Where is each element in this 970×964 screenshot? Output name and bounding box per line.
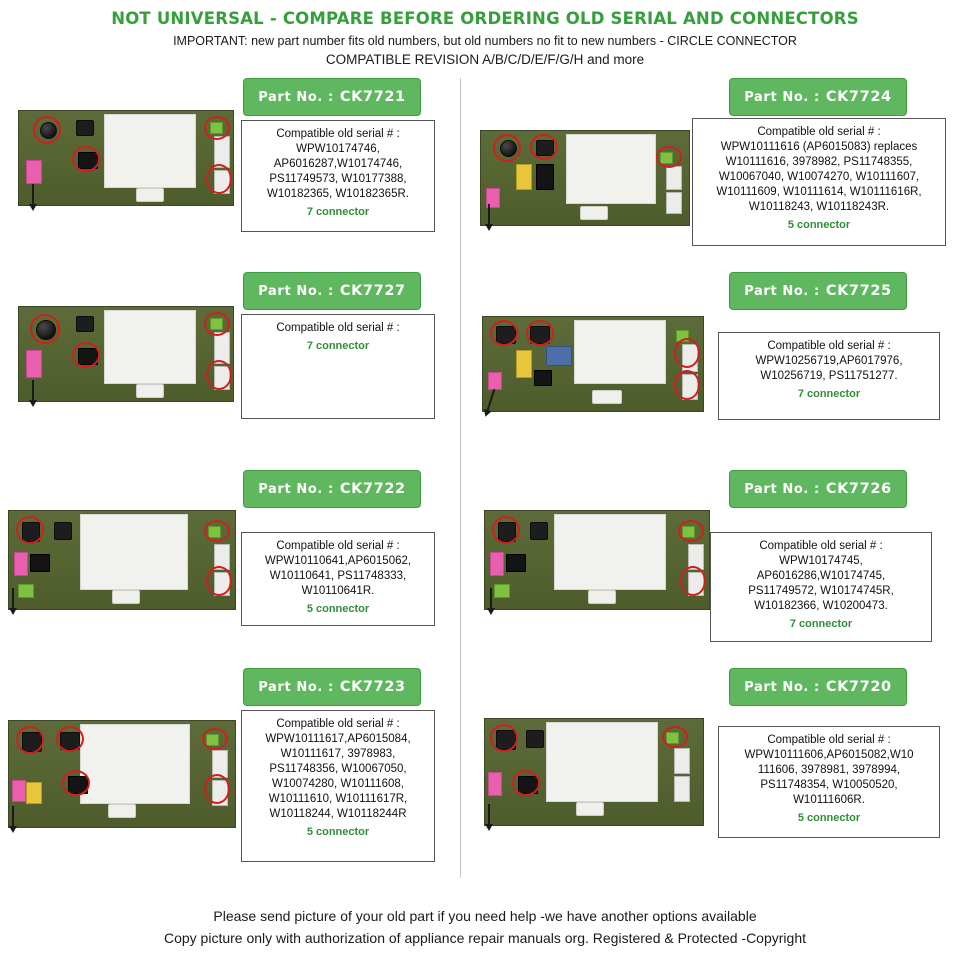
compat-line: W10111616, 3978982, PS11748355, bbox=[725, 156, 913, 168]
part-no-label: Part No. : bbox=[744, 283, 820, 299]
compat-line: W10111609, W10111614, W10111616R, bbox=[716, 186, 922, 198]
compat-title: Compatible old serial # : bbox=[276, 322, 400, 334]
part-no-badge bbox=[729, 272, 907, 310]
part-no-value: CK7724 bbox=[825, 89, 892, 105]
compat-line: AP6016287,W10174746, bbox=[273, 158, 403, 170]
control-board-image bbox=[480, 130, 690, 226]
part-no-value: CK7723 bbox=[339, 679, 406, 695]
part-no-badge bbox=[729, 668, 907, 706]
part-no-value: CK7725 bbox=[825, 283, 892, 299]
compat-line: W10110641R. bbox=[301, 585, 375, 597]
column-divider bbox=[460, 78, 461, 878]
connector-count: 7 connector bbox=[306, 340, 370, 352]
connector-count: 5 connector bbox=[306, 826, 370, 838]
compat-title: Compatible old serial # : bbox=[276, 540, 400, 552]
compat-info-box bbox=[241, 120, 435, 232]
part-no-badge bbox=[243, 470, 421, 508]
compat-line: W10067040, W10074270, W10111607, bbox=[718, 171, 920, 183]
part-no-value: CK7720 bbox=[825, 679, 892, 695]
compat-info-box bbox=[692, 118, 946, 246]
compat-title: Compatible old serial # : bbox=[767, 734, 891, 746]
part-no-value: CK7727 bbox=[339, 283, 406, 299]
compat-line: PS11749572, W10174745R, bbox=[748, 585, 894, 597]
connector-count: 7 connector bbox=[797, 388, 861, 400]
product-block-ck7720 bbox=[470, 668, 970, 878]
part-no-label: Part No. : bbox=[258, 481, 334, 497]
product-block-ck7727 bbox=[0, 272, 460, 452]
product-block-ck7726 bbox=[470, 470, 970, 665]
part-no-badge bbox=[243, 272, 421, 310]
product-block-ck7724 bbox=[470, 78, 970, 268]
footer-line-1: Please send picture of your old part if you need help -we have another options available bbox=[213, 908, 757, 924]
page-title: NOT UNIVERSAL - COMPARE BEFORE ORDERING OLD SERIAL AND CONNECTORS bbox=[111, 9, 859, 28]
compat-line: AP6016286,W10174745, bbox=[756, 570, 886, 582]
compat-info-box bbox=[718, 332, 940, 420]
compat-line: W10118244, W10118244R bbox=[269, 808, 407, 820]
compat-line: WPW10256719,AP6017976, bbox=[755, 355, 903, 367]
connector-count: 5 connector bbox=[787, 219, 851, 231]
compat-line: W10074280, W10111608, bbox=[272, 778, 404, 790]
control-board-image bbox=[18, 306, 234, 402]
part-no-badge bbox=[729, 470, 907, 508]
control-board-image bbox=[8, 720, 236, 828]
footer-line-2: Copy picture only with authorization of appliance repair manuals org. Registered & Protected -Copyright bbox=[163, 930, 806, 946]
compat-title: Compatible old serial # : bbox=[276, 128, 400, 140]
part-no-label: Part No. : bbox=[744, 481, 820, 497]
part-no-label: Part No. : bbox=[744, 679, 820, 695]
compat-line: WPW10174745, bbox=[779, 555, 863, 567]
part-no-label: Part No. : bbox=[258, 283, 334, 299]
page-footer bbox=[0, 905, 970, 949]
control-board-image bbox=[484, 718, 704, 826]
product-block-ck7721 bbox=[0, 78, 460, 263]
page-subtitle-important: IMPORTANT: new part number fits old numbers, but old numbers no fit to new numbers - CIRCLE CONNECTOR bbox=[173, 34, 797, 48]
part-no-label: Part No. : bbox=[258, 89, 334, 105]
compat-info-box bbox=[710, 532, 932, 642]
product-block-ck7723 bbox=[0, 668, 460, 878]
compat-line: WPW10174746, bbox=[296, 143, 380, 155]
part-no-label: Part No. : bbox=[744, 89, 820, 105]
compat-info-box bbox=[718, 726, 940, 838]
connector-count: 7 connector bbox=[306, 206, 370, 218]
page-subtitle-revision: COMPATIBLE REVISION A/B/C/D/E/F/G/H and more bbox=[325, 52, 645, 67]
compat-title: Compatible old serial # : bbox=[276, 718, 400, 730]
compat-info-box bbox=[241, 314, 435, 419]
control-board-image bbox=[18, 110, 234, 206]
compat-line: W10111617, 3978983, bbox=[280, 748, 396, 760]
compat-line: W10182365, W10182365R. bbox=[267, 188, 409, 200]
compat-line: PS11749573, W10177388, bbox=[269, 173, 407, 185]
connector-count: 5 connector bbox=[797, 812, 861, 824]
compat-line: WPW10111606,AP6015082,W10 bbox=[744, 749, 914, 761]
product-block-ck7722 bbox=[0, 470, 460, 660]
page-header bbox=[0, 0, 970, 67]
compat-line: W10111606R. bbox=[793, 794, 865, 806]
compat-line: W10256719, PS11751277. bbox=[760, 370, 898, 382]
connector-count: 5 connector bbox=[306, 603, 370, 615]
connector-count: 7 connector bbox=[789, 618, 853, 630]
compat-info-box bbox=[241, 710, 435, 862]
compat-line: PS11748356, W10067050, bbox=[269, 763, 407, 775]
part-no-value: CK7726 bbox=[825, 481, 892, 497]
part-no-badge bbox=[729, 78, 907, 116]
compat-line: W10182366, W10200473. bbox=[754, 600, 888, 612]
compat-title: Compatible old serial # : bbox=[759, 540, 883, 552]
part-no-badge bbox=[243, 668, 421, 706]
compat-line: W10111610, W10111617R, bbox=[268, 793, 408, 805]
part-no-badge bbox=[243, 78, 421, 116]
compat-line: WPW10111617,AP6015084, bbox=[265, 733, 411, 745]
compat-title: Compatible old serial # : bbox=[757, 126, 881, 138]
control-board-image bbox=[8, 510, 236, 610]
compat-line: W10118243, W10118243R. bbox=[748, 201, 890, 213]
compat-line: W10110641, PS11748333, bbox=[269, 570, 407, 582]
compat-line: WPW10111616 (AP6015083) replaces bbox=[720, 141, 918, 153]
compat-title: Compatible old serial # : bbox=[767, 340, 891, 352]
compat-info-box bbox=[241, 532, 435, 626]
product-block-ck7725 bbox=[470, 272, 970, 452]
part-no-value: CK7722 bbox=[339, 481, 406, 497]
compat-line: WPW10110641,AP6015062, bbox=[264, 555, 412, 567]
compat-line: PS11748354, W10050520, bbox=[760, 779, 898, 791]
control-board-image bbox=[484, 510, 710, 610]
part-no-label: Part No. : bbox=[258, 679, 334, 695]
compat-line: 111606, 3978981, 3978994, bbox=[757, 764, 901, 776]
part-no-value: CK7721 bbox=[339, 89, 406, 105]
control-board-image bbox=[482, 316, 704, 412]
